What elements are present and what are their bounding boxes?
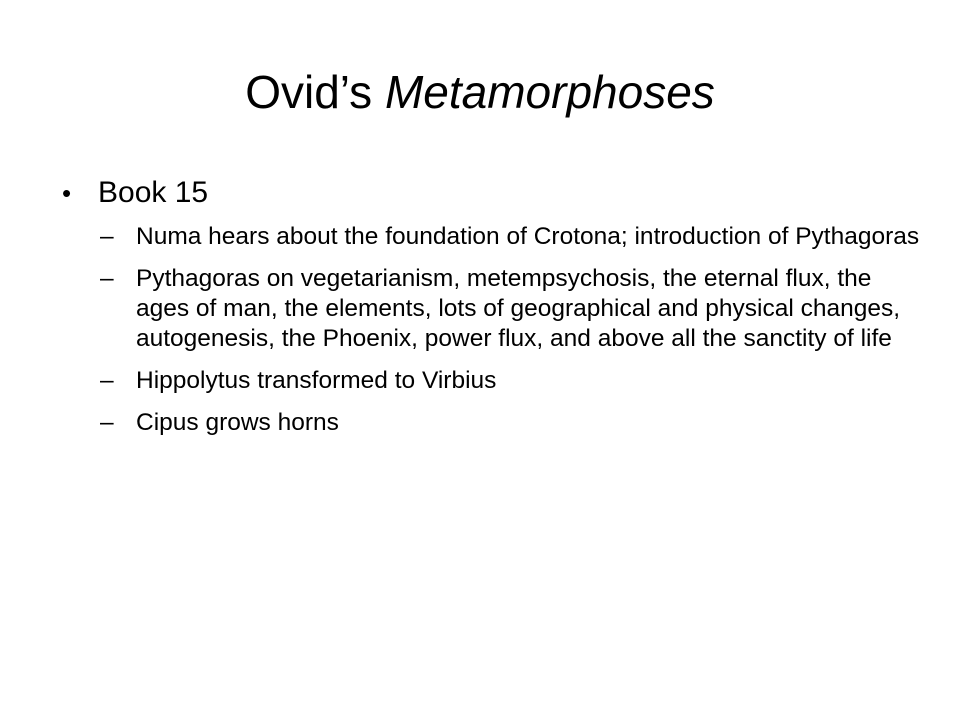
sub-bullet-text: Pythagoras on vegetarianism, metempsychosis, the eternal flux, the ages of man, the elements, lots of geographical and physical changes, autogenesis, the Phoenix, power flux, and above all the sanctity of life	[136, 265, 901, 352]
dash-marker: –	[100, 223, 114, 250]
title-plain: Ovid’s	[245, 66, 385, 118]
bullet-marker: •	[62, 178, 72, 208]
dash-marker: –	[100, 265, 114, 292]
slide-title	[48, 62, 912, 122]
sub-bullet-hippolytus	[60, 366, 920, 396]
dash-marker: –	[100, 409, 114, 436]
sub-bullet-cipus	[60, 408, 920, 438]
dash-marker: –	[100, 367, 114, 394]
sub-bullet-pythagoras	[60, 264, 920, 354]
slide-body	[60, 172, 920, 450]
sub-bullet-text: Numa hears about the foundation of Crotona; introduction of Pythagoras	[136, 223, 920, 250]
title-italic: Metamorphoses	[384, 66, 715, 118]
sub-bullet-numa	[60, 222, 920, 252]
bullet-book-15	[60, 172, 920, 214]
sub-bullet-text: Cipus grows horns	[136, 409, 339, 436]
sub-bullet-text: Hippolytus transformed to Virbius	[136, 367, 497, 394]
bullet-text: Book 15	[98, 176, 209, 209]
sub-bullet-list	[60, 222, 920, 438]
